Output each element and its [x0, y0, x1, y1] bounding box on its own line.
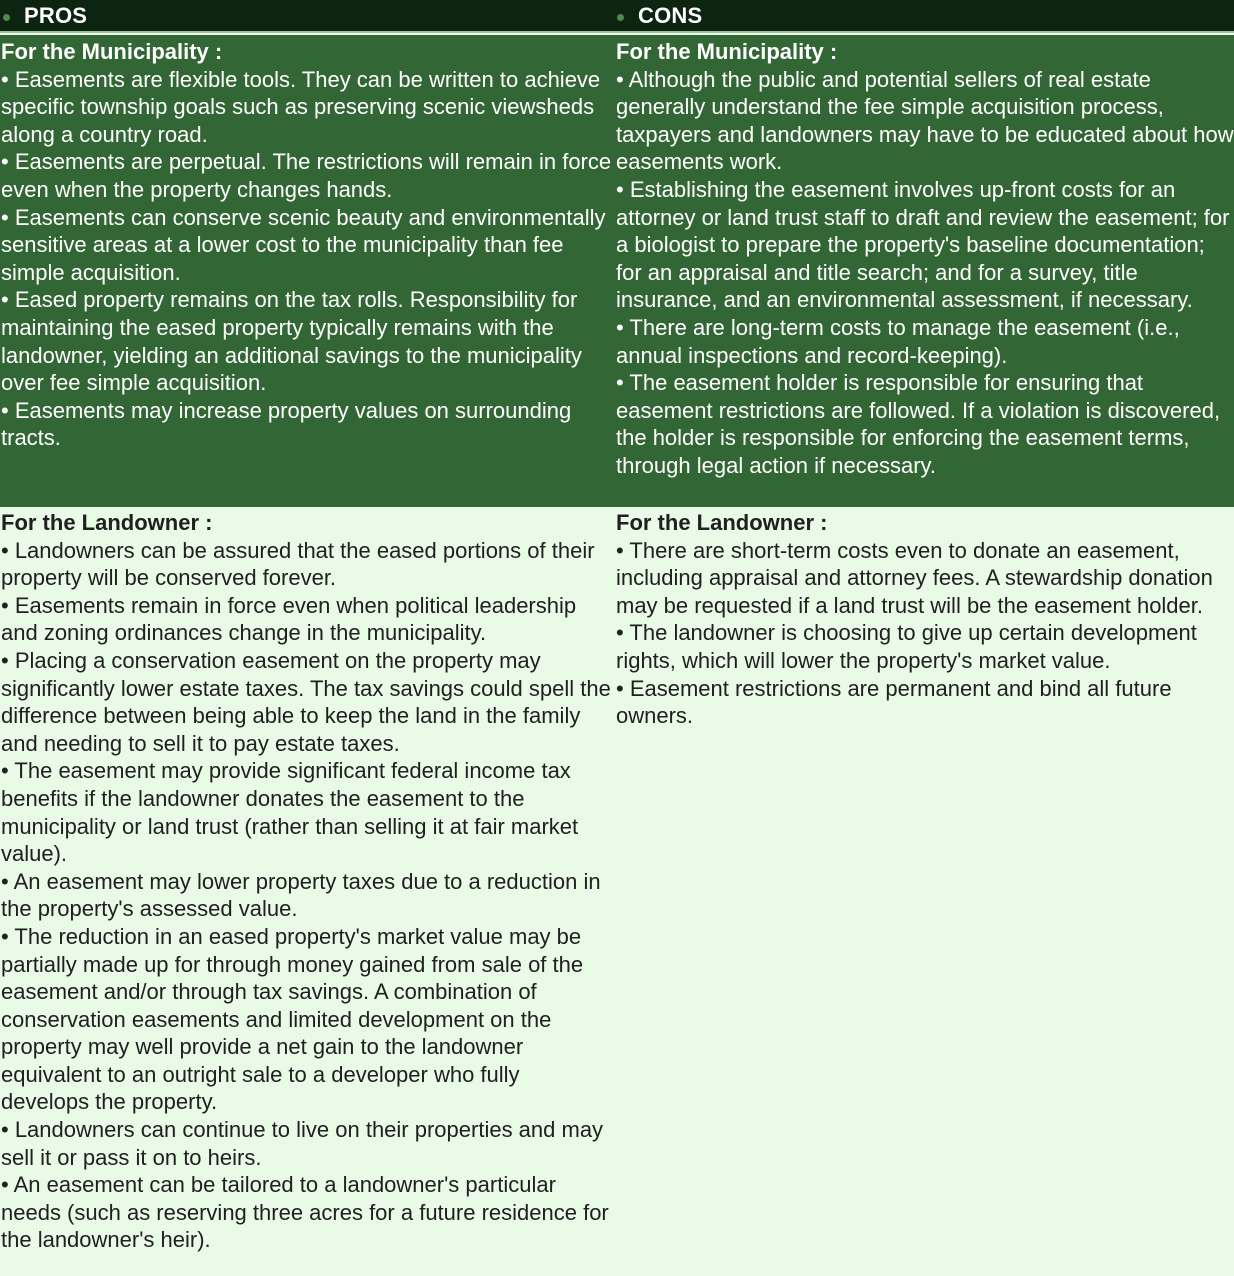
list-item: • Easements remain in force even when political leadership and zoning ordinances change in the municipality. [1, 592, 577, 646]
list-item: • An easement can be tailored to a landowner's particular needs (such as reserving three acres for a future residence for the landowner's heir). [1, 1172, 609, 1253]
pros-header [0, 0, 87, 31]
cons-header [614, 0, 702, 31]
municipality-pros-cell [1, 38, 613, 452]
list-item: • An easement may lower property taxes due to a reduction in the property's assessed value. [1, 868, 601, 922]
list-item: • The reduction in an eased property's market value may be partially made up for through money gained from sale of the easement and/or through tax savings. A combination of conservation easements and limited development on the property may well provide a net gain to the landowner equivalent to an outright sale to a developer who fully develops the property. [1, 923, 584, 1115]
pros-header-label: PROS [24, 2, 88, 28]
list-item: • The easement may provide significant federal income tax benefits if the landowner donates the easement to the municipality or land trust (rather than selling it at fair market value). [1, 758, 579, 867]
list-item: • Easements may increase property values on surrounding tracts. [1, 397, 572, 451]
list-item: • Establishing the easement involves up-front costs for an attorney or land trust staff to draft and review the easement; for a biologist to prepare the property's baseline documentation; for an appraisal and title search; and for a survey, title insurance, and an environmental assessment, if necessary. [616, 176, 1230, 313]
municipality-cons-cell [616, 38, 1234, 480]
list-item: • Easements are flexible tools. They can be written to achieve specific township goals such as preserving scenic viewsheds along a country road. [1, 66, 601, 147]
table-header [0, 0, 1234, 33]
section-title: For the Municipality : [616, 39, 838, 64]
cons-header-label: CONS [638, 2, 703, 28]
list-item: • There are short-term costs even to donate an easement, including appraisal and attorney fees. A stewardship donation may be requested if a land trust will be the easement holder. [616, 537, 1213, 618]
landowner-pros-cell [1, 509, 613, 1254]
list-item: • Easements can conserve scenic beauty and environmentally sensitive areas at a lower cost to the municipality than fee simple acquisition. [1, 204, 606, 285]
municipality-row [0, 35, 1234, 507]
list-item: • The easement holder is responsible for ensuring that easement restrictions are followed. If a violation is discovered, the holder is responsible for enforcing the easement terms, through legal action if necessary. [616, 370, 1221, 478]
list-item: • Easement restrictions are permanent and bind all future owners. [616, 675, 1172, 729]
list-item: • Although the public and potential sellers of real estate generally understand the fee simple acquisition process, taxpayers and landowners may have to be educated about how easements work. [616, 66, 1234, 175]
dot-bullet-icon [617, 14, 624, 21]
list-item: • Landowners can continue to live on their properties and may sell it or pass it on to heirs. [1, 1117, 604, 1170]
dot-bullet-icon [3, 14, 10, 21]
list-item: • Eased property remains on the tax rolls. Responsibility for maintaining the eased property typically remains with the landowner, yielding an additional savings to the municipality over fee simple acquisition. [1, 287, 582, 396]
section-title: For the Landowner : [616, 510, 828, 535]
list-item: • Easements are perpetual. The restrictions will remain in force even when the property changes hands. [1, 149, 612, 202]
section-title: For the Municipality : [1, 39, 223, 64]
list-item: • There are long-term costs to manage the easement (i.e., annual inspections and record-keeping). [616, 314, 1180, 368]
section-title: For the Landowner : [1, 510, 213, 535]
list-item: • The landowner is choosing to give up certain development rights, which will lower the property's market value. [616, 620, 1197, 673]
landowner-cons-cell [616, 509, 1234, 730]
landowner-row [0, 507, 1234, 1276]
list-item: • Placing a conservation easement on the property may significantly lower estate taxes. The tax savings could spell the difference between being able to keep the land in the family and needing to sell it to pay estate taxes. [1, 647, 611, 756]
list-item: • Landowners can be assured that the eased portions of their property will be conserved forever. [1, 537, 595, 591]
